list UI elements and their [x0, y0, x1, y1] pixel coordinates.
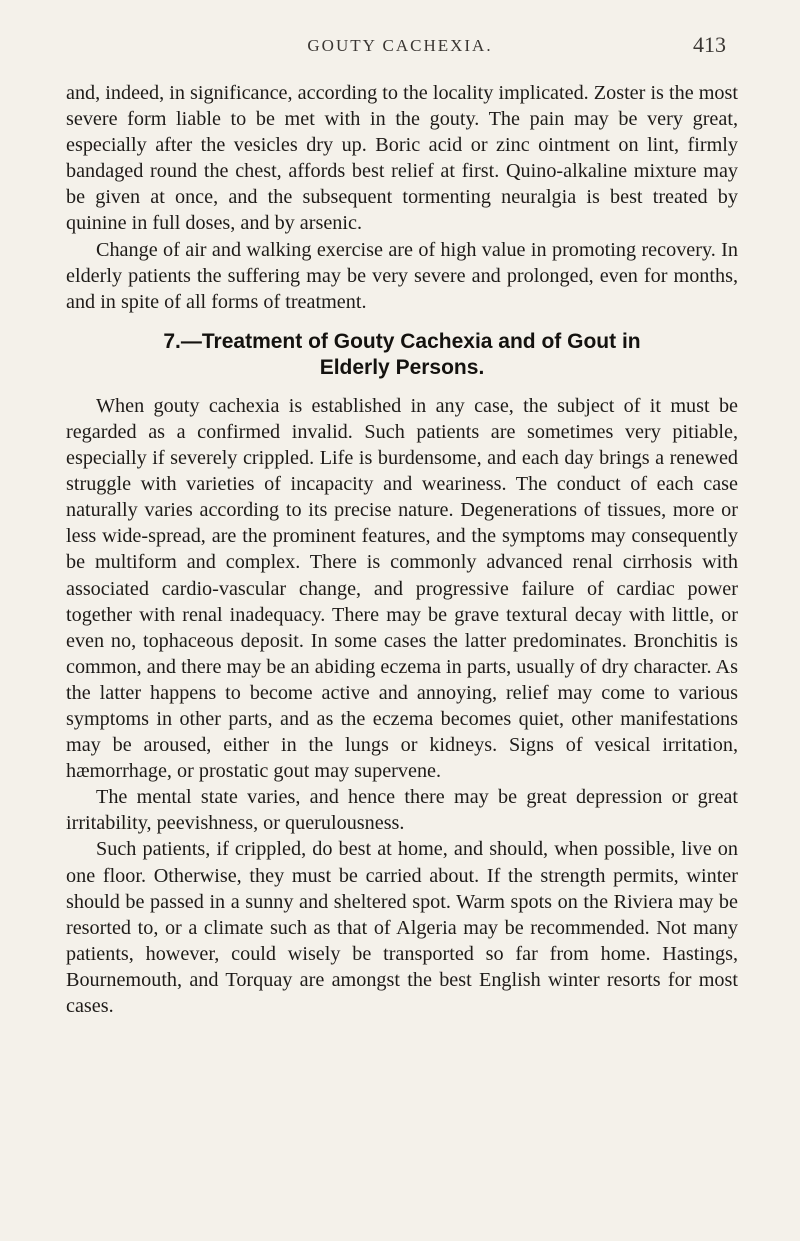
section-heading-line: 7.—Treatment of Gouty Cachexia and of Gout in: [163, 329, 641, 353]
paragraph: When gouty cachexia is established in any case, the subject of it must be regarded as a confirmed invalid. Such patients are sometimes very pitiable, especially if severely crippled. Life is burdensome, and each day brings a renewed struggle with varieties of incapacity and weariness. The conduct of each case naturally varies according to its precise nature. Degenerations of tissues, more or less wide-spread, are the prominent features, and the symptoms may consequently be multiform and complex. There is commonly advanced renal cirrhosis with associated cardio-vascular change, and progressive failure of cardiac power together with renal inadequacy. There may be grave textural decay with little, or even no, tophaceous deposit. In some cases the latter predominates. Bronchitis is common, and there may be an abiding eczema in parts, usually of dry character. As the latter happens to become active and annoying, relief may come to various symptoms in other parts, and as the eczema becomes quiet, other manifestations may be aroused, either in the lungs or kidneys. Signs of vesical irritation, hæmorrhage, or prostatic gout may supervene.: [66, 394, 738, 783]
body-text: [66, 80, 738, 1019]
running-header: [66, 30, 734, 64]
paragraph: and, indeed, in significance, according to the locality implicated. Zoster is the most severe form liable to be met with in the gouty. The pain may be very great, especially after the vesicles dry up. Boric acid or zinc ointment on lint, firmly bandaged round the chest, affords best relief at first. Quino-alkaline mixture may be given at once, and the subsequent tormenting neuralgia is best treated by quinine in full doses, and by arsenic.: [66, 82, 738, 235]
paragraph: Change of air and walking exercise are of high value in promoting recovery. In elderly patients the suffering may be very severe and prolonged, even for months, and in spite of all forms of treatment.: [66, 238, 738, 313]
section-heading: [66, 329, 738, 381]
section-heading-line: Elderly Persons.: [319, 355, 485, 379]
paragraph: Such patients, if crippled, do best at home, and should, when possible, live on one floor. Otherwise, they must be carried about. If the strength permits, winter should be passed in a sunny and sheltered spot. Warm spots on the Riviera may be resorted to, or a climate such as that of Algeria may be recommended. Not many patients, however, could wisely be transported so far from home. Hastings, Bournemouth, and Torquay are amongst the best English winter resorts for most cases.: [66, 838, 738, 1017]
page-number: 413: [693, 32, 726, 57]
running-title: GOUTY CACHEXIA.: [307, 36, 493, 55]
paragraph: The mental state varies, and hence there may be great depression or great irritability, peevishness, or querulousness.: [66, 786, 738, 835]
